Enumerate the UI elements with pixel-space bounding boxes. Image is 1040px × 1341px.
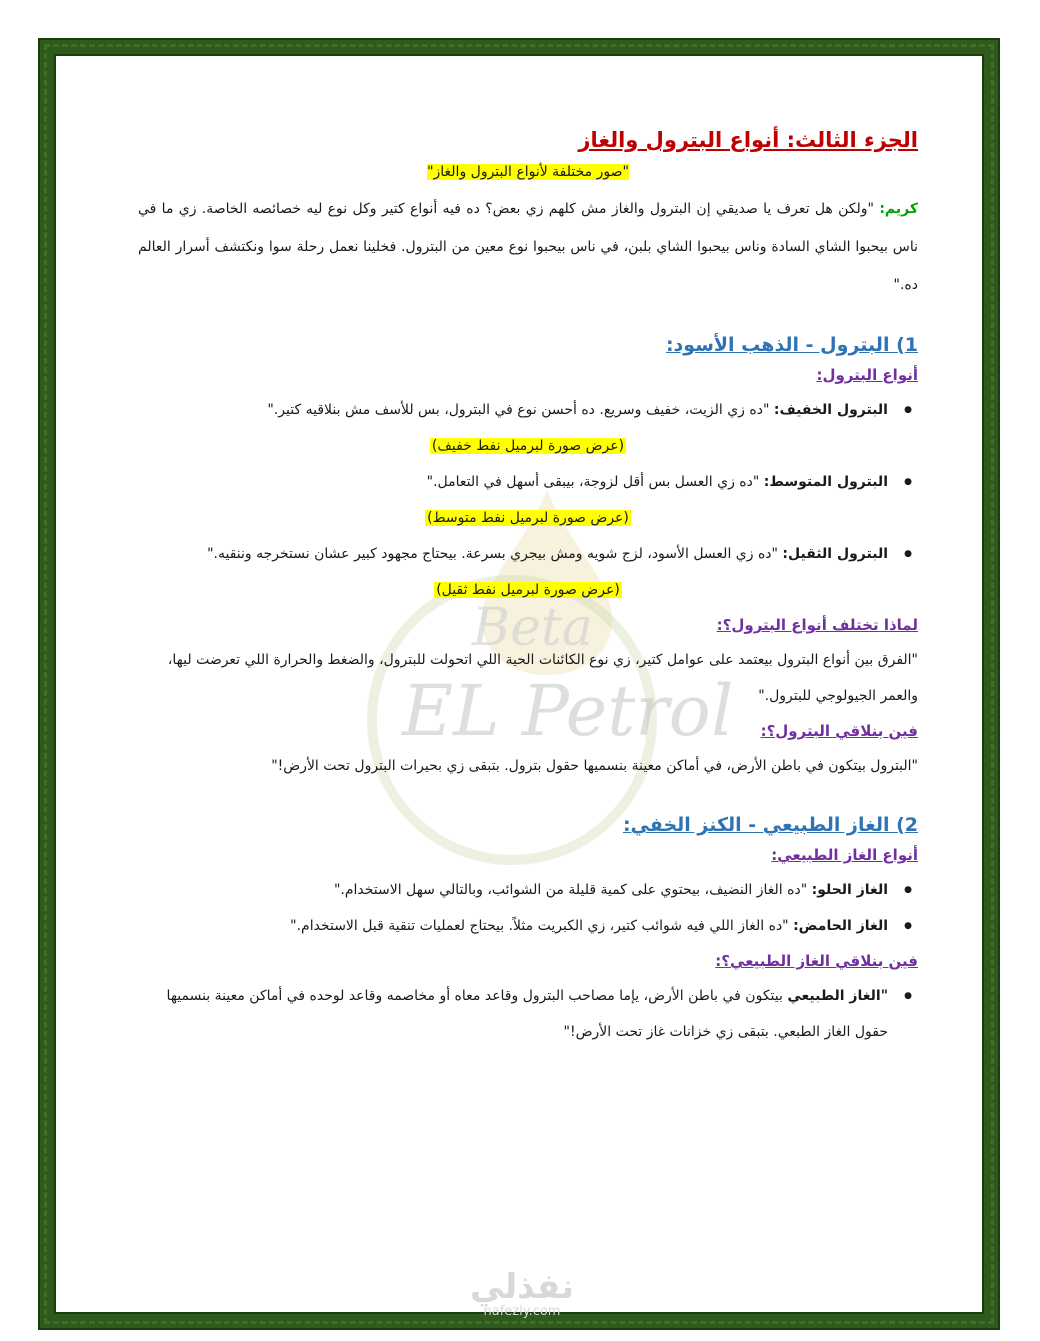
where-gas-heading: فين بنلاقي الغاز الطبيعي؟: <box>715 952 918 970</box>
image-note-text: (عرض صورة لبرميل نفط متوسط) <box>427 510 629 526</box>
section1-types-heading: أنواع البترول: <box>816 366 918 384</box>
desc: "ده الغاز النضيف، بيحتوي على كمية قليلة من الشوائب، وبالتالي سهل الاستخدام." <box>333 882 812 898</box>
brand-watermark <box>452 1267 592 1319</box>
where-petroleum-heading: فين بنلاقي البترول؟: <box>760 722 918 740</box>
term: البترول الثقيل: <box>782 546 888 562</box>
list-item <box>138 536 918 572</box>
intro-paragraph <box>138 190 918 304</box>
document-body <box>138 120 918 1050</box>
section2-title: 2) الغاز الطبيعي - الكنز الخفي: <box>622 814 918 836</box>
why-heading: لماذا تختلف أنواع البترول؟: <box>716 616 918 634</box>
brand-site: nafezly.com <box>483 1304 561 1319</box>
image-caption <box>138 164 918 180</box>
watermark-line2: EL Petrol <box>402 670 734 752</box>
speaker-name: كريم: <box>879 201 918 217</box>
desc: "ده زي الزيت، خفيف وسريع. ده أحسن نوع في البترول، بس للأسف مش بنلاقيه كتير." <box>267 402 774 418</box>
gas-types-list <box>138 872 918 944</box>
where-gas-list <box>138 978 918 1050</box>
watermark-line1: Beta <box>472 598 593 658</box>
where-petroleum-paragraph: "البترول بيتكون في باطن الأرض، في أماكن معينة بنسميها حقول بترول. بتبقى زي بحيرات البترول تحت الأرض!" <box>271 758 918 774</box>
term: البترول المتوسط: <box>763 474 888 490</box>
image-note <box>138 500 918 536</box>
petroleum-types-list <box>138 392 918 428</box>
list-item <box>138 464 918 500</box>
term: البترول الخفيف: <box>773 402 888 418</box>
list-item <box>138 908 918 944</box>
petroleum-types-list <box>138 536 918 572</box>
petroleum-types-list <box>138 464 918 500</box>
image-note <box>138 572 918 608</box>
term: "الغاز الطبيعي <box>787 988 888 1004</box>
term: الغاز الحلو: <box>811 882 888 898</box>
list-item <box>138 872 918 908</box>
image-note <box>138 428 918 464</box>
intro-text: "ولكن هل تعرف يا صديقي إن البترول والغاز مش كلهم زي بعض؟ ده فيه أنواع كتير وكل نوع ليه خصائصه الخاصة. زي ما في ناس بيحبوا الشاي السادة وناس بيحبوا الشاي بلبن، في ناس بيحبوا نوع معين من البترول. فخلينا نعمل رحلة سوا ونكتشف أسرار العالم ده." <box>138 201 918 293</box>
why-paragraph: "الفرق بين أنواع البترول بيعتمد على عوامل كتير، زي نوع الكائنات الحية اللي اتحولت للبترول، والضغط والحرارة اللي تعرضت ليها، والعمر الجيولوجي للبترول." <box>167 652 918 704</box>
desc: بيتكون في باطن الأرض، يإما مصاحب البترول وقاعد معاه أو مخاصمه وقاعد لوحده في أماكن معينة بنسميها حقول الغاز الطبعي. بتبقى زي خزانات غاز تحت الأرض!" <box>166 988 888 1040</box>
page-title: الجزء الثالث: أنواع البترول والغاز <box>578 128 918 152</box>
section2-types-heading: أنواع الغاز الطبيعي: <box>771 846 918 864</box>
desc: "ده زي العسل الأسود، لزج شويه ومش بيجري بسرعة. بيحتاج مجهود كبير عشان نستخرجه وننقيه." <box>207 546 783 562</box>
image-note-text: (عرض صورة لبرميل نفط ثقيل) <box>436 582 620 598</box>
desc: "ده زي العسل بس أقل لزوجة، بيبقى أسهل في التعامل." <box>426 474 764 490</box>
list-item <box>138 978 918 1050</box>
term: الغاز الحامض: <box>793 918 888 934</box>
section1-title: 1) البترول - الذهب الأسود: <box>665 334 918 356</box>
list-item <box>138 392 918 428</box>
brand-name: نفذلي <box>469 1267 575 1307</box>
image-note-text: (عرض صورة لبرميل نفط خفيف) <box>431 438 625 454</box>
image-caption-text: "صور مختلفة لأنواع البترول والغاز" <box>427 164 629 180</box>
desc: "ده الغاز اللي فيه شوائب كتير، زي الكبريت مثلاً. بيحتاج لعمليات تنقية قبل الاستخدام." <box>290 918 794 934</box>
